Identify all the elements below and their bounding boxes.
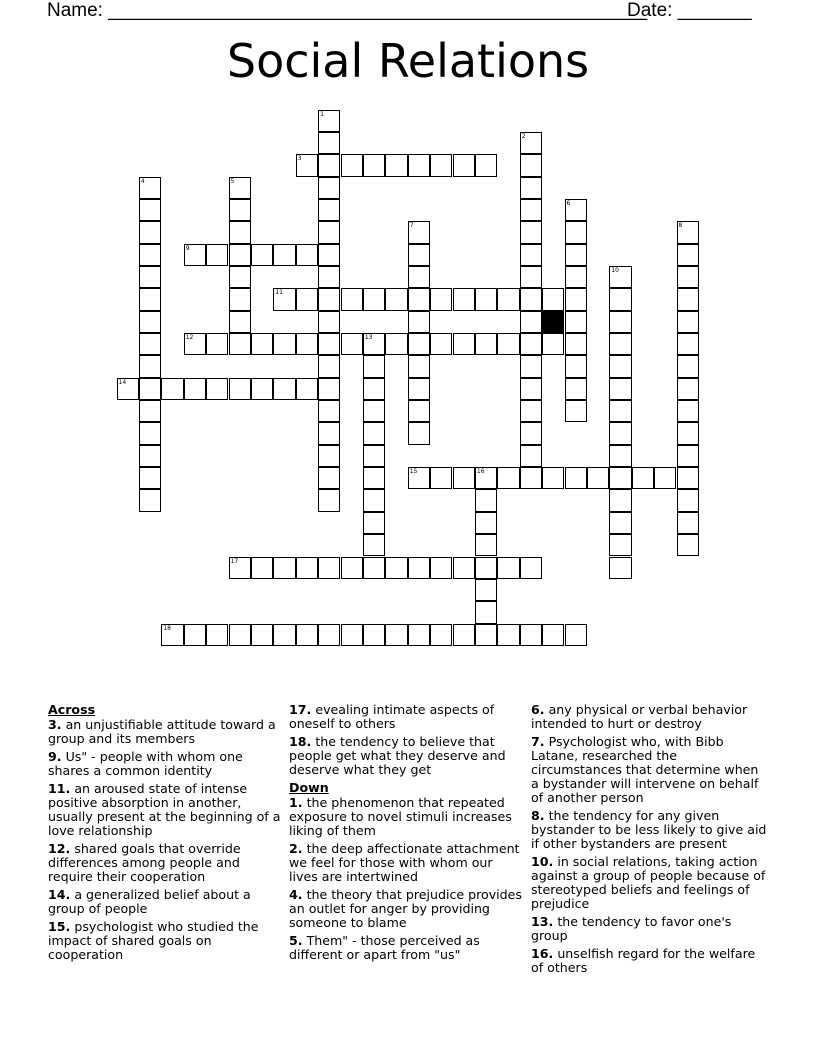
grid-cell[interactable] <box>318 110 340 132</box>
grid-cell[interactable] <box>251 244 273 266</box>
clue-text: the theory that prejudice provides an outlet for anger by providing someone to blame <box>289 887 522 930</box>
grid-cell[interactable] <box>318 266 340 288</box>
grid-cell[interactable] <box>677 467 699 489</box>
grid-cell[interactable] <box>229 177 251 199</box>
grid-cell[interactable] <box>363 288 385 310</box>
clues-column-1 <box>48 703 284 966</box>
grid-cell[interactable] <box>408 355 430 377</box>
grid-cell[interactable] <box>341 288 363 310</box>
grid-cell[interactable] <box>677 534 699 556</box>
clue-number: 9. <box>48 749 62 764</box>
grid-cell[interactable] <box>565 624 587 646</box>
clue-number: 4. <box>289 887 303 902</box>
grid-cell[interactable] <box>520 266 542 288</box>
grid-cell[interactable] <box>139 445 161 467</box>
black-cell <box>542 311 564 333</box>
grid-cell[interactable] <box>139 177 161 199</box>
grid-cell[interactable] <box>318 199 340 221</box>
grid-cell[interactable] <box>251 378 273 400</box>
grid-cell[interactable] <box>475 534 497 556</box>
grid-cell[interactable] <box>565 199 587 221</box>
grid-cell[interactable] <box>296 624 318 646</box>
grid-cell[interactable] <box>520 311 542 333</box>
grid-cell[interactable] <box>430 288 452 310</box>
grid-cell[interactable] <box>273 244 295 266</box>
grid-cell[interactable] <box>497 288 519 310</box>
grid-cell[interactable] <box>520 199 542 221</box>
grid-cell[interactable] <box>296 333 318 355</box>
grid-cell[interactable] <box>408 624 430 646</box>
grid-cell[interactable] <box>318 311 340 333</box>
clue-text: the tendency to favor one's group <box>531 914 732 943</box>
clue-down <box>289 934 525 962</box>
grid-cell[interactable] <box>609 445 631 467</box>
grid-cell[interactable] <box>520 400 542 422</box>
grid-cell[interactable] <box>430 624 452 646</box>
grid-cell[interactable] <box>408 557 430 579</box>
grid-cell[interactable] <box>139 244 161 266</box>
clue-number: 2. <box>289 841 303 856</box>
clue-text: shared goals that override differences among people and require their cooperation <box>48 841 241 884</box>
grid-cell[interactable] <box>609 311 631 333</box>
clue-text: Them" - those perceived as different or apart from "us" <box>289 933 480 962</box>
grid-cell[interactable] <box>542 624 564 646</box>
clues-column-3 <box>531 703 767 979</box>
clue-text: the tendency to believe that people get what they deserve and deserve what they get <box>289 734 506 777</box>
grid-cell[interactable] <box>542 333 564 355</box>
grid-cell[interactable] <box>677 512 699 534</box>
grid-cell[interactable] <box>139 221 161 243</box>
clue-text: in social relations, taking action against a group of people because of stereotyped beliefs and feelings of prejudice <box>531 854 766 911</box>
grid-cell[interactable] <box>229 311 251 333</box>
grid-cell[interactable] <box>139 489 161 511</box>
grid-cell[interactable] <box>632 467 654 489</box>
grid-cell[interactable] <box>430 557 452 579</box>
grid-cell[interactable] <box>385 288 407 310</box>
grid-cell[interactable] <box>587 467 609 489</box>
grid-cell[interactable] <box>520 445 542 467</box>
clue-text: an aroused state of intense positive absorption in another, usually present at the beginning of a love relationship <box>48 781 281 838</box>
clue-text: the tendency for any given bystander to be less likely to give aid if other bystanders are present <box>531 808 767 851</box>
grid-cell[interactable] <box>229 378 251 400</box>
grid-cell[interactable] <box>363 557 385 579</box>
cell-number: 17 <box>230 557 239 565</box>
grid-cell[interactable] <box>139 333 161 355</box>
grid-cell[interactable] <box>273 333 295 355</box>
cell-number: 8 <box>678 222 683 230</box>
clue-down <box>531 735 767 805</box>
grid-cell[interactable] <box>273 624 295 646</box>
grid-cell[interactable] <box>363 378 385 400</box>
grid-cell[interactable] <box>497 624 519 646</box>
grid-cell[interactable] <box>296 378 318 400</box>
grid-cell[interactable] <box>363 445 385 467</box>
clue-text: the phenomenon that repeated exposure to novel stimuli increases liking of them <box>289 795 512 838</box>
grid-cell[interactable] <box>318 422 340 444</box>
clue-text: Us" - people with whom one shares a common identity <box>48 749 243 778</box>
grid-cell[interactable] <box>229 624 251 646</box>
cell-number: 4 <box>140 177 145 185</box>
grid-cell[interactable] <box>273 288 295 310</box>
grid-cell[interactable] <box>318 489 340 511</box>
clue-across <box>48 842 284 884</box>
grid-cell[interactable] <box>520 132 542 154</box>
grid-cell[interactable] <box>184 624 206 646</box>
clue-across <box>48 888 284 916</box>
cell-number: 7 <box>409 222 414 230</box>
grid-cell[interactable] <box>609 355 631 377</box>
grid-cell[interactable] <box>497 467 519 489</box>
cell-number: 2 <box>521 132 526 140</box>
grid-cell[interactable] <box>318 445 340 467</box>
down-heading: Down <box>289 780 329 795</box>
grid-cell[interactable] <box>229 333 251 355</box>
grid-cell[interactable] <box>430 467 452 489</box>
grid-cell[interactable] <box>251 557 273 579</box>
crossword-grid <box>117 110 717 650</box>
clue-number: 7. <box>531 734 545 749</box>
grid-cell[interactable] <box>542 467 564 489</box>
grid-cell[interactable] <box>161 378 183 400</box>
cell-number: 9 <box>185 244 190 252</box>
grid-cell[interactable] <box>520 378 542 400</box>
grid-cell[interactable] <box>677 221 699 243</box>
grid-cell[interactable] <box>453 288 475 310</box>
clue-across <box>48 782 284 838</box>
grid-cell[interactable] <box>654 467 676 489</box>
clue-number: 17. <box>289 702 312 717</box>
grid-cell[interactable] <box>229 199 251 221</box>
cell-number: 11 <box>275 289 283 297</box>
grid-cell[interactable] <box>677 333 699 355</box>
grid-cell[interactable] <box>139 378 161 400</box>
grid-cell[interactable] <box>161 624 183 646</box>
grid-cell[interactable] <box>565 355 587 377</box>
grid-cell[interactable] <box>229 221 251 243</box>
cell-number: 14 <box>118 378 127 386</box>
grid-cell[interactable] <box>408 288 430 310</box>
grid-cell[interactable] <box>453 557 475 579</box>
grid-cell[interactable] <box>453 154 475 176</box>
grid-cell[interactable] <box>318 221 340 243</box>
grid-cell[interactable] <box>139 467 161 489</box>
grid-cell[interactable] <box>251 333 273 355</box>
grid-cell[interactable] <box>609 557 631 579</box>
grid-cell[interactable] <box>609 378 631 400</box>
grid-cell[interactable] <box>677 400 699 422</box>
grid-cell[interactable] <box>408 221 430 243</box>
grid-cell[interactable] <box>408 400 430 422</box>
cell-number: 5 <box>230 177 235 185</box>
grid-cell[interactable] <box>520 244 542 266</box>
grid-cell[interactable] <box>318 244 340 266</box>
cell-number: 18 <box>163 624 171 632</box>
cell-number: 6 <box>566 199 571 207</box>
grid-cell[interactable] <box>385 557 407 579</box>
grid-cell[interactable] <box>184 378 206 400</box>
grid-cell[interactable] <box>565 221 587 243</box>
grid-cell[interactable] <box>318 557 340 579</box>
clue-text: evealing intimate aspects of oneself to others <box>289 702 495 731</box>
clue-text: any physical or verbal behavior intended to hurt or destroy <box>531 702 748 731</box>
grid-cell[interactable] <box>677 355 699 377</box>
grid-cell[interactable] <box>139 199 161 221</box>
grid-cell[interactable] <box>677 288 699 310</box>
date-field[interactable]: Date: _______ <box>627 0 752 21</box>
grid-cell[interactable] <box>318 154 340 176</box>
grid-cell[interactable] <box>565 400 587 422</box>
grid-cell[interactable] <box>117 378 139 400</box>
grid-cell[interactable] <box>609 534 631 556</box>
grid-cell[interactable] <box>363 355 385 377</box>
grid-cell[interactable] <box>408 311 430 333</box>
grid-cell[interactable] <box>273 557 295 579</box>
clue-across <box>289 703 525 731</box>
clue-number: 14. <box>48 887 71 902</box>
grid-cell[interactable] <box>408 266 430 288</box>
grid-cell[interactable] <box>677 445 699 467</box>
grid-cell[interactable] <box>408 467 430 489</box>
cell-number: 16 <box>476 468 485 476</box>
grid-cell[interactable] <box>565 244 587 266</box>
grid-cell[interactable] <box>318 177 340 199</box>
grid-cell[interactable] <box>363 422 385 444</box>
cell-number: 1 <box>320 110 324 118</box>
grid-cell[interactable] <box>565 288 587 310</box>
across-heading: Across <box>48 702 96 717</box>
clue-number: 5. <box>289 933 303 948</box>
clue-down <box>531 703 767 731</box>
grid-cell[interactable] <box>229 266 251 288</box>
grid-cell[interactable] <box>318 355 340 377</box>
clue-number: 12. <box>48 841 71 856</box>
grid-cell[interactable] <box>609 333 631 355</box>
clue-down <box>531 947 767 975</box>
grid-cell[interactable] <box>385 154 407 176</box>
clue-number: 11. <box>48 781 71 796</box>
grid-cell[interactable] <box>609 400 631 422</box>
grid-cell[interactable] <box>475 489 497 511</box>
grid-cell[interactable] <box>609 422 631 444</box>
grid-cell[interactable] <box>475 288 497 310</box>
grid-cell[interactable] <box>206 624 228 646</box>
grid-cell[interactable] <box>363 333 385 355</box>
grid-cell[interactable] <box>520 557 542 579</box>
grid-cell[interactable] <box>341 624 363 646</box>
clue-number: 6. <box>531 702 545 717</box>
grid-cell[interactable] <box>363 624 385 646</box>
grid-cell[interactable] <box>341 557 363 579</box>
grid-cell[interactable] <box>184 333 206 355</box>
name-field[interactable]: Name: ___________________________________________________ <box>47 0 648 21</box>
grid-cell[interactable] <box>497 557 519 579</box>
cell-number: 12 <box>185 334 194 341</box>
grid-cell[interactable] <box>408 333 430 355</box>
grid-cell[interactable] <box>520 288 542 310</box>
grid-cell[interactable] <box>430 154 452 176</box>
clue-down <box>531 915 767 943</box>
grid-cell[interactable] <box>318 132 340 154</box>
grid-cell[interactable] <box>520 355 542 377</box>
grid-cell[interactable] <box>520 154 542 176</box>
clue-down <box>289 842 525 884</box>
grid-cell[interactable] <box>520 422 542 444</box>
grid-cell[interactable] <box>565 467 587 489</box>
grid-cell[interactable] <box>475 601 497 623</box>
grid-cell[interactable] <box>385 333 407 355</box>
grid-cell[interactable] <box>363 467 385 489</box>
grid-cell[interactable] <box>363 489 385 511</box>
grid-cell[interactable] <box>229 288 251 310</box>
grid-cell[interactable] <box>475 512 497 534</box>
grid-cell[interactable] <box>408 244 430 266</box>
grid-cell[interactable] <box>206 244 228 266</box>
grid-cell[interactable] <box>609 489 631 511</box>
grid-cell[interactable] <box>139 422 161 444</box>
grid-cell[interactable] <box>408 422 430 444</box>
grid-cell[interactable] <box>542 288 564 310</box>
grid-cell[interactable] <box>520 177 542 199</box>
grid-cell[interactable] <box>475 154 497 176</box>
grid-cell[interactable] <box>273 378 295 400</box>
grid-cell[interactable] <box>677 489 699 511</box>
clue-number: 13. <box>531 914 554 929</box>
grid-cell[interactable] <box>453 624 475 646</box>
grid-cell[interactable] <box>609 288 631 310</box>
clue-number: 18. <box>289 734 312 749</box>
grid-cell[interactable] <box>677 311 699 333</box>
clue-number: 3. <box>48 717 62 732</box>
grid-cell[interactable] <box>677 378 699 400</box>
grid-cell[interactable] <box>385 624 407 646</box>
clue-number: 16. <box>531 946 554 961</box>
grid-cell[interactable] <box>229 244 251 266</box>
clue-number: 15. <box>48 919 71 934</box>
grid-cell[interactable] <box>139 266 161 288</box>
grid-cell[interactable] <box>565 378 587 400</box>
clue-across <box>289 735 525 777</box>
grid-cell[interactable] <box>363 154 385 176</box>
grid-cell[interactable] <box>318 378 340 400</box>
grid-cell[interactable] <box>453 467 475 489</box>
grid-cell[interactable] <box>296 154 318 176</box>
grid-cell[interactable] <box>296 288 318 310</box>
clue-number: 10. <box>531 854 554 869</box>
clue-text: a generalized belief about a group of people <box>48 887 251 916</box>
grid-cell[interactable] <box>497 333 519 355</box>
grid-cell[interactable] <box>318 624 340 646</box>
clue-down <box>289 796 525 838</box>
grid-cell[interactable] <box>139 311 161 333</box>
clue-down <box>289 888 525 930</box>
grid-cell[interactable] <box>296 244 318 266</box>
grid-cell[interactable] <box>184 244 206 266</box>
grid-cell[interactable] <box>520 467 542 489</box>
cell-number: 10 <box>611 266 619 274</box>
clue-text: psychologist who studied the impact of shared goals on cooperation <box>48 919 259 962</box>
clue-across <box>48 920 284 962</box>
clue-down <box>531 855 767 911</box>
grid-cell[interactable] <box>251 624 273 646</box>
clue-across <box>48 718 284 746</box>
grid-cell[interactable] <box>363 512 385 534</box>
cell-number: 15 <box>409 468 418 476</box>
grid-cell[interactable] <box>609 467 631 489</box>
grid-cell[interactable] <box>677 422 699 444</box>
grid-cell[interactable] <box>363 534 385 556</box>
grid-cell[interactable] <box>565 333 587 355</box>
grid-cell[interactable] <box>341 154 363 176</box>
grid-cell[interactable] <box>475 467 497 489</box>
grid-cell[interactable] <box>475 624 497 646</box>
grid-cell[interactable] <box>677 266 699 288</box>
clue-text: an unjustifiable attitude toward a group and its members <box>48 717 276 746</box>
grid-cell[interactable] <box>139 288 161 310</box>
grid-cell[interactable] <box>206 378 228 400</box>
grid-cell[interactable] <box>520 221 542 243</box>
grid-cell[interactable] <box>296 557 318 579</box>
grid-cell[interactable] <box>520 333 542 355</box>
grid-cell[interactable] <box>318 467 340 489</box>
clue-down <box>531 809 767 851</box>
grid-cell[interactable] <box>677 244 699 266</box>
clue-number: 1. <box>289 795 303 810</box>
grid-cell[interactable] <box>139 355 161 377</box>
grid-cell[interactable] <box>609 266 631 288</box>
page-title: Social Relations <box>226 34 590 88</box>
clues-column-2 <box>289 703 525 966</box>
grid-cell[interactable] <box>408 378 430 400</box>
grid-cell[interactable] <box>453 333 475 355</box>
grid-cell[interactable] <box>318 288 340 310</box>
clue-number: 8. <box>531 808 545 823</box>
grid-cell[interactable] <box>475 579 497 601</box>
grid-cell[interactable] <box>408 154 430 176</box>
grid-cell[interactable] <box>318 333 340 355</box>
grid-cell[interactable] <box>475 333 497 355</box>
grid-cell[interactable] <box>609 512 631 534</box>
grid-cell[interactable] <box>363 400 385 422</box>
grid-cell[interactable] <box>139 400 161 422</box>
grid-cell[interactable] <box>229 557 251 579</box>
grid-cell[interactable] <box>475 557 497 579</box>
grid-cell[interactable] <box>341 333 363 355</box>
cell-number: 13 <box>364 334 373 341</box>
grid-cell[interactable] <box>565 311 587 333</box>
clue-across <box>48 750 284 778</box>
grid-cell[interactable] <box>520 624 542 646</box>
grid-cell[interactable] <box>206 333 228 355</box>
clue-text: Psychologist who, with Bibb Latane, researched the circumstances that determine when a bystander will intervene on behalf of another person <box>531 734 759 805</box>
grid-cell[interactable] <box>565 266 587 288</box>
grid-cell[interactable] <box>318 400 340 422</box>
clue-text: the deep affectionate attachment we feel for those with whom our lives are intertwined <box>289 841 520 884</box>
grid-cell[interactable] <box>430 333 452 355</box>
cell-number: 3 <box>297 155 302 163</box>
clue-text: unselfish regard for the welfare of others <box>531 946 756 975</box>
